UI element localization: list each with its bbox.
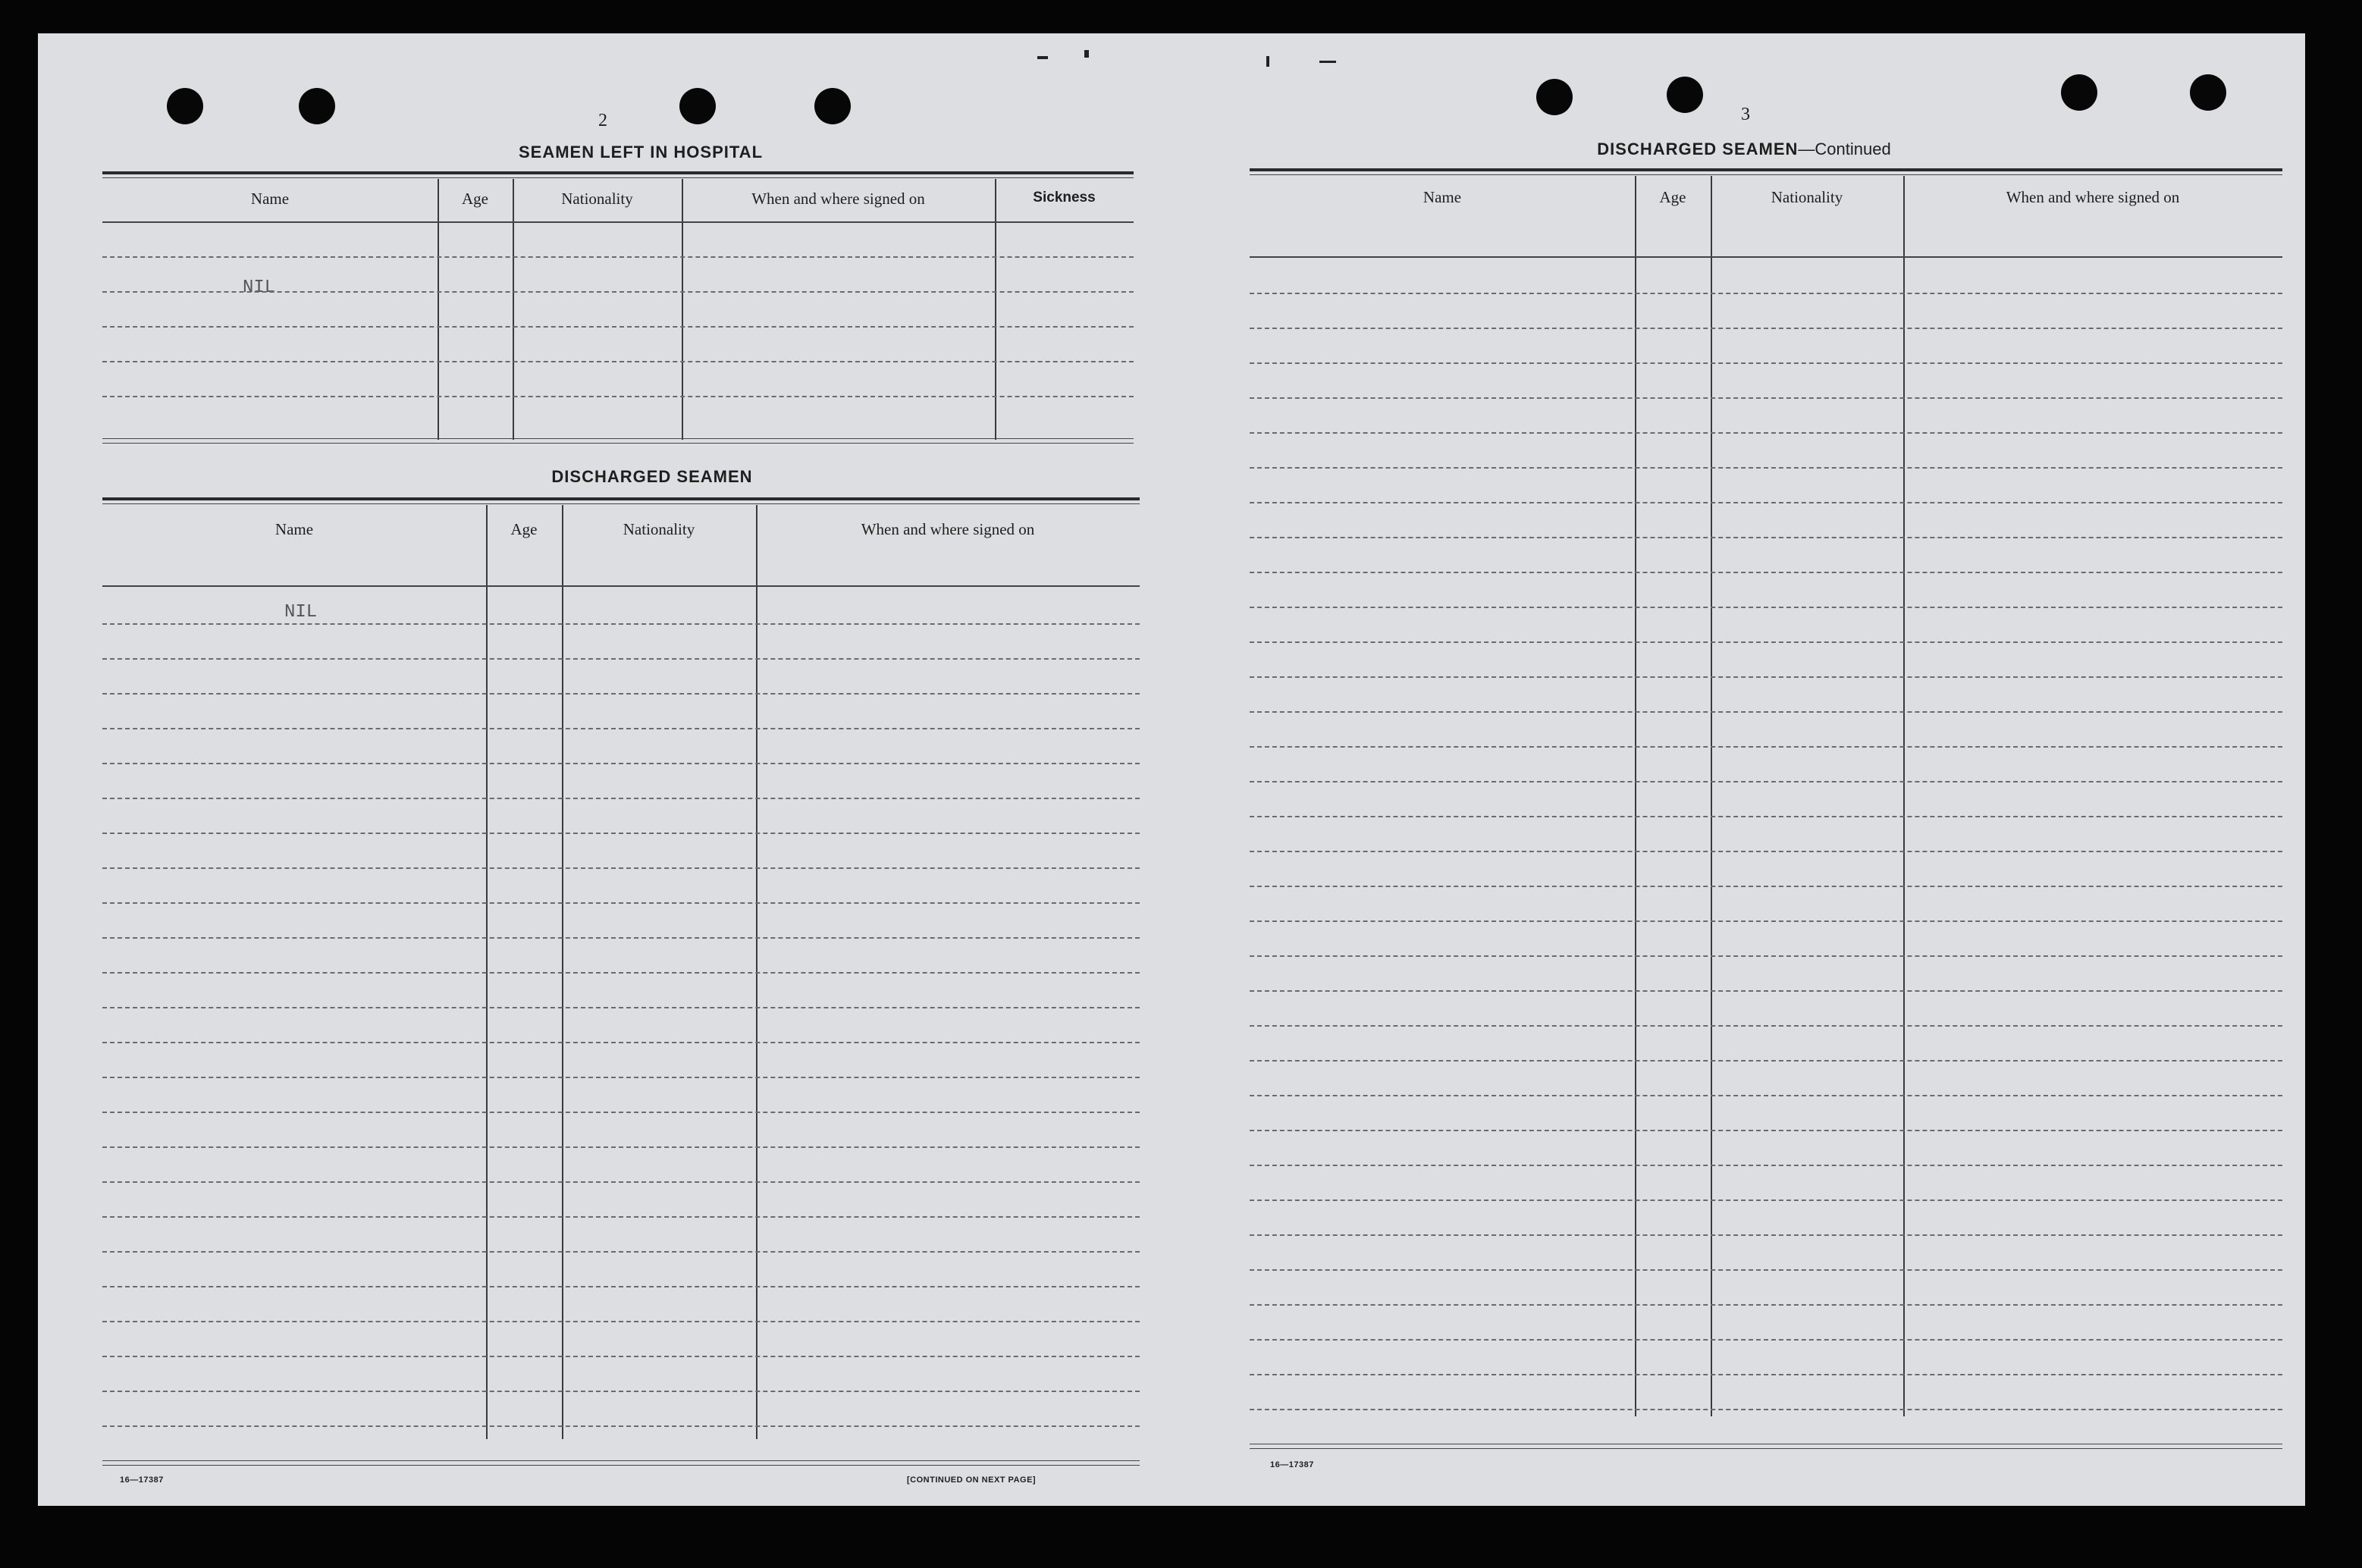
name-entry: NIL [284,602,318,622]
punch-hole [679,88,716,124]
table-bottom-rule [102,438,1134,439]
column-divider [682,179,683,440]
row-line [1250,607,2282,608]
row-line [1250,920,2282,922]
hospital-table [102,171,1134,455]
right-section-title [1509,140,1979,159]
table-top-rule [1250,174,2282,175]
speck [1084,50,1089,58]
column-header-nationality: Nationality [1771,188,1843,206]
column-header-name: Name [1423,188,1462,206]
right-section-title-suffix: —Continued [1798,140,1891,158]
row-line [102,1007,1140,1008]
table-top-rule [1250,168,2282,171]
header-underline [102,221,1134,223]
discharged-table [102,497,1140,1485]
column-header-name: Name [250,190,290,208]
punch-hole [814,88,851,124]
row-line [1250,572,2282,573]
row-line [102,1251,1140,1253]
table-top-rule [102,177,1134,178]
column-header-sickness: Sickness [1033,190,1096,205]
row-line [102,972,1140,974]
row-line [1250,1269,2282,1271]
row-line [1250,851,2282,852]
row-line [102,763,1140,764]
row-line [1250,397,2282,399]
punch-hole [1536,79,1573,115]
row-line [1250,1060,2282,1062]
row-line [1250,816,2282,817]
right-section-title-main: DISCHARGED SEAMEN [1597,140,1799,158]
row-line [1250,432,2282,434]
document-sheet [38,33,2305,1506]
row-line [102,693,1140,695]
row-line [102,867,1140,869]
row-line [102,1042,1140,1043]
discharged-continued-table [1250,168,2282,1459]
row-line [102,658,1140,660]
row-line [102,1321,1140,1322]
column-header-signed-on: When and where signed on [861,520,1035,538]
column-header-nationality: Nationality [623,520,695,538]
row-line [1250,1409,2282,1410]
speck [1266,56,1269,67]
column-divider [995,179,996,440]
row-line [102,937,1140,939]
row-line [102,1216,1140,1218]
right-page-number: 3 [1741,105,1750,124]
punch-hole [167,88,203,124]
row-line [1250,1304,2282,1306]
row-line [1250,1095,2282,1096]
row-line [1250,746,2282,748]
row-line [1250,502,2282,503]
row-line [102,728,1140,729]
table-bottom-rule [1250,1448,2282,1449]
column-divider [513,179,514,440]
row-line [102,1286,1140,1287]
header-underline [102,585,1140,587]
row-line [102,1146,1140,1148]
form-number: 16—17387 [1270,1460,1314,1469]
speck [1319,61,1336,63]
row-line [102,1181,1140,1183]
row-line [1250,955,2282,957]
row-line [1250,293,2282,294]
table-top-rule [102,497,1140,500]
column-header-signed-on: When and where signed on [751,190,925,208]
name-entry: NIL [243,278,276,298]
table-bottom-rule [102,443,1134,444]
row-line [1250,537,2282,538]
row-line [1250,886,2282,887]
form-number: 16—17387 [120,1475,164,1485]
row-line [102,1112,1140,1113]
row-line [1250,1339,2282,1341]
column-header-age: Age [462,190,488,208]
table-top-rule [102,503,1140,504]
row-line [102,1391,1140,1392]
row-line [1250,781,2282,782]
row-line [102,1077,1140,1078]
row-line [1250,676,2282,678]
column-header-age: Age [510,520,538,538]
column-header-age: Age [1659,188,1686,206]
punch-hole [2190,74,2226,111]
row-line [1250,467,2282,469]
column-divider [438,179,439,440]
row-line [1250,328,2282,329]
row-line [1250,1025,2282,1027]
row-line [1250,362,2282,364]
punch-hole [299,88,335,124]
hospital-section-title: SEAMEN LEFT IN HOSPITAL [518,143,764,162]
row-line [102,902,1140,904]
continued-note: [CONTINUED ON NEXT PAGE] [907,1475,1037,1485]
row-line [102,256,1134,258]
row-line [1250,990,2282,992]
row-line [102,396,1134,397]
row-line [1250,711,2282,713]
discharged-section-title: DISCHARGED SEAMEN [551,467,753,486]
punch-hole [2061,74,2097,111]
row-line [102,798,1140,799]
row-line [102,1425,1140,1427]
row-line [1250,1234,2282,1236]
row-line [1250,1374,2282,1375]
table-bottom-rule [102,1465,1140,1466]
speck [1037,56,1048,59]
column-header-signed-on: When and where signed on [2006,188,2180,206]
row-line [1250,1130,2282,1131]
row-line [1250,641,2282,643]
left-page-number: 2 [598,111,607,130]
row-line [102,833,1140,834]
punch-hole [1667,77,1703,113]
table-bottom-rule [102,1460,1140,1461]
row-line [102,326,1134,328]
column-header-name: Name [274,520,314,538]
row-line [1250,1165,2282,1166]
row-line [102,291,1134,293]
row-line [102,361,1134,362]
header-underline [1250,256,2282,258]
row-line [102,1356,1140,1357]
row-line [102,623,1140,625]
row-line [1250,1200,2282,1201]
table-top-rule [102,171,1134,174]
column-header-nationality: Nationality [561,190,633,208]
